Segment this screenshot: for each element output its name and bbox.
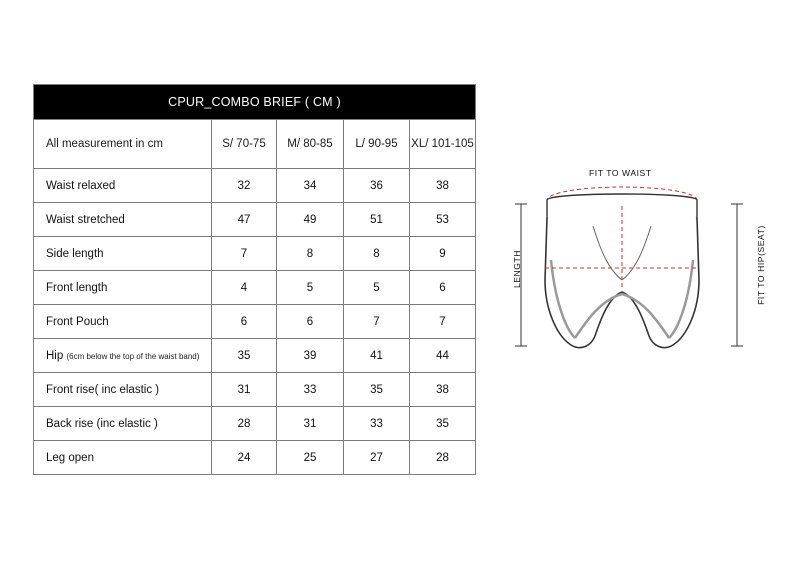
row-value-l: 51 bbox=[344, 203, 410, 237]
row-value-l: 27 bbox=[344, 441, 410, 475]
header-size-xl: XL/ 101-105 bbox=[410, 120, 476, 169]
row-value-m: 8 bbox=[277, 237, 344, 271]
row-value-m: 25 bbox=[277, 441, 344, 475]
brief-illustration bbox=[505, 160, 785, 380]
row-value-xl: 38 bbox=[410, 169, 476, 203]
row-value-xl: 38 bbox=[410, 373, 476, 407]
table-row bbox=[34, 203, 476, 237]
row-value-xl: 35 bbox=[410, 407, 476, 441]
table-title-row bbox=[34, 85, 476, 120]
table-header-row bbox=[34, 120, 476, 169]
row-value-xl: 6 bbox=[410, 271, 476, 305]
row-value-xl: 44 bbox=[410, 339, 476, 373]
row-label bbox=[34, 271, 212, 305]
row-value-m: 34 bbox=[277, 169, 344, 203]
row-value-l: 36 bbox=[344, 169, 410, 203]
row-label-text: Side length bbox=[46, 247, 104, 260]
table-row bbox=[34, 407, 476, 441]
row-label-text: Waist relaxed bbox=[46, 179, 116, 192]
table-row bbox=[34, 169, 476, 203]
row-value-s: 31 bbox=[212, 373, 277, 407]
row-value-s: 6 bbox=[212, 305, 277, 339]
table-row bbox=[34, 373, 476, 407]
header-size-m: M/ 80-85 bbox=[277, 120, 344, 169]
row-label bbox=[34, 169, 212, 203]
brief-measurement-diagram bbox=[505, 160, 785, 380]
row-value-xl: 9 bbox=[410, 237, 476, 271]
length-label: LENGTH bbox=[512, 249, 523, 289]
row-label bbox=[34, 373, 212, 407]
row-value-xl: 53 bbox=[410, 203, 476, 237]
row-label bbox=[34, 407, 212, 441]
table-row bbox=[34, 237, 476, 271]
row-label-text: Front rise( inc elastic ) bbox=[46, 383, 160, 396]
row-value-s: 28 bbox=[212, 407, 277, 441]
row-label-text: Waist stretched bbox=[46, 213, 125, 226]
row-value-m: 33 bbox=[277, 373, 344, 407]
row-label bbox=[34, 305, 212, 339]
table-row bbox=[34, 305, 476, 339]
table-row bbox=[34, 339, 476, 373]
row-value-m: 39 bbox=[277, 339, 344, 373]
size-chart-container bbox=[33, 84, 475, 475]
row-value-m: 5 bbox=[277, 271, 344, 305]
size-chart-table bbox=[33, 84, 476, 475]
row-value-m: 31 bbox=[277, 407, 344, 441]
row-label-text: Front length bbox=[46, 281, 108, 294]
row-value-s: 4 bbox=[212, 271, 277, 305]
row-label-note: (6cm below the top of the waist band) bbox=[66, 351, 200, 361]
fit-to-hip-label: FIT TO HIP(SEAT) bbox=[755, 225, 766, 305]
row-label bbox=[34, 203, 212, 237]
row-value-xl: 7 bbox=[410, 305, 476, 339]
row-label bbox=[34, 339, 212, 373]
row-value-s: 24 bbox=[212, 441, 277, 475]
row-label bbox=[34, 441, 212, 475]
row-value-m: 6 bbox=[277, 305, 344, 339]
header-measure-label: All measurement in cm bbox=[34, 120, 212, 169]
fit-to-waist-label: FIT TO WAIST bbox=[589, 168, 652, 178]
row-value-s: 35 bbox=[212, 339, 277, 373]
header-size-s: S/ 70-75 bbox=[212, 120, 277, 169]
row-value-m: 49 bbox=[277, 203, 344, 237]
row-value-l: 33 bbox=[344, 407, 410, 441]
row-value-s: 47 bbox=[212, 203, 277, 237]
row-label-text: Front Pouch bbox=[46, 315, 109, 328]
table-title: CPUR_COMBO BRIEF ( CM ) bbox=[34, 85, 476, 120]
header-size-l: L/ 90-95 bbox=[344, 120, 410, 169]
row-value-l: 8 bbox=[344, 237, 410, 271]
table-row bbox=[34, 441, 476, 475]
row-label-text: Leg open bbox=[46, 451, 94, 464]
row-value-xl: 28 bbox=[410, 441, 476, 475]
row-value-l: 41 bbox=[344, 339, 410, 373]
row-value-l: 5 bbox=[344, 271, 410, 305]
row-value-s: 32 bbox=[212, 169, 277, 203]
row-value-l: 7 bbox=[344, 305, 410, 339]
row-label bbox=[34, 237, 212, 271]
row-value-l: 35 bbox=[344, 373, 410, 407]
row-value-s: 7 bbox=[212, 237, 277, 271]
row-label-text: Hip bbox=[46, 349, 67, 362]
row-label-text: Back rise (inc elastic ) bbox=[46, 417, 158, 430]
table-row bbox=[34, 271, 476, 305]
